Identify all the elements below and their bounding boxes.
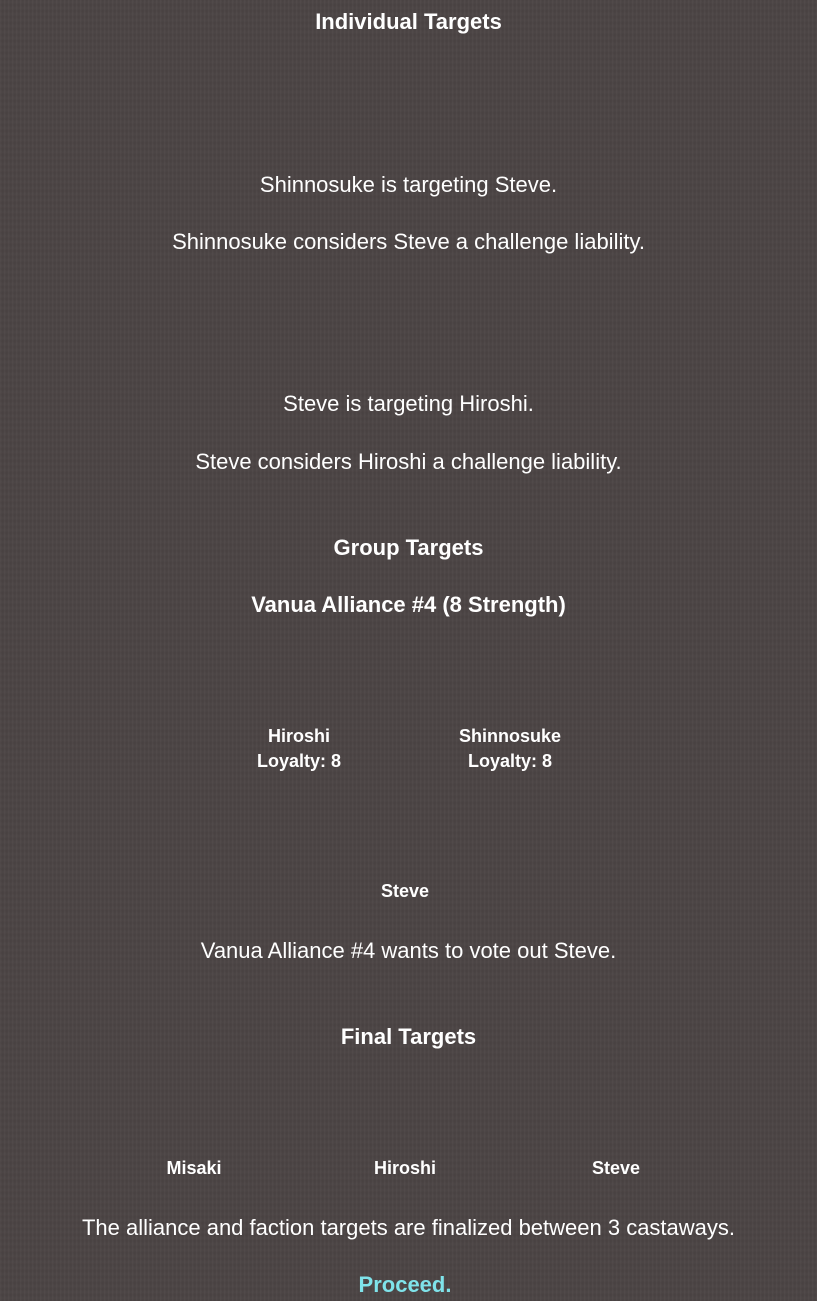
group-targets-heading: Group Targets: [333, 535, 484, 560]
final-castaway-name: Hiroshi: [373, 1158, 436, 1178]
alliance-member-card: [410, 724, 610, 774]
alliance-member-loyalty: Loyalty: 8: [256, 751, 342, 771]
final-castaway-name: Misaki: [166, 1158, 222, 1178]
final-summary-text: The alliance and faction targets are finalized between 3 castaways.: [81, 1215, 736, 1240]
alliance-member-loyalty: Loyalty: 8: [467, 751, 553, 771]
individual-target-text-2: Steve is targeting Hiroshi.: [283, 391, 534, 416]
group-vote-text: Vanua Alliance #4 wants to vote out Steve.: [200, 938, 617, 963]
proceed-link[interactable]: Proceed.: [358, 1272, 452, 1297]
individual-reason-text-1: Shinnosuke considers Steve a challenge liability.: [172, 229, 645, 254]
alliance-member-name: Hiroshi: [267, 726, 330, 746]
alliance-name: Vanua Alliance #4 (8 Strength): [251, 592, 566, 617]
individual-reason-text-2: Steve considers Hiroshi a challenge liability.: [195, 449, 622, 474]
final-targets-heading: Final Targets: [340, 1024, 477, 1049]
alliance-member-card: [199, 724, 399, 774]
final-castaway-name: Steve: [591, 1158, 641, 1178]
individual-targets-heading: Individual Targets: [315, 9, 502, 34]
alliance-member-name: Shinnosuke: [458, 726, 561, 746]
group-target-name: Steve: [380, 881, 430, 901]
individual-target-text-1: Shinnosuke is targeting Steve.: [259, 172, 558, 197]
